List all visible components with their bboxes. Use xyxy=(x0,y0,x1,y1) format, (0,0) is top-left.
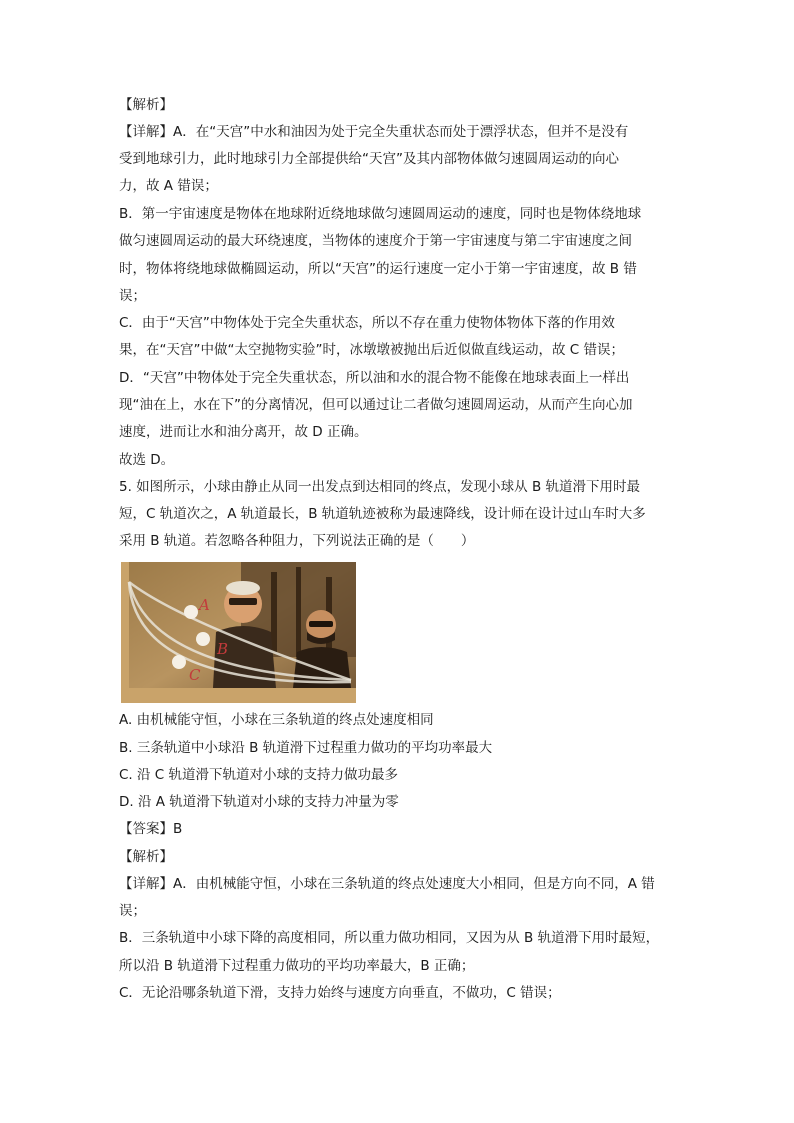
line-12: 现“油在上，水在下”的分离情况，但可以通过让二者做匀速圆周运动，从而产生向心加 xyxy=(119,397,633,413)
brachistochrone-photo xyxy=(121,562,356,703)
line-11: D．“天宫”中物体处于完全失重状态，所以油和水的混合物不能像在地球表面上一样出 xyxy=(119,370,630,386)
track-label-c: C xyxy=(189,666,201,684)
track-label-a: A xyxy=(199,596,210,614)
line-17: 采用 B 轨道。若忽略各种阻力，下列说法正确的是（ ） xyxy=(119,533,475,549)
line-15: 5. 如图所示，小球由静止从同一出发点到达相同的终点，发现小球从 B 轨道滑下用时最 xyxy=(119,479,641,495)
wooden-frame-bottom xyxy=(121,688,356,703)
line-09: C．由于“天宫”中物体处于完全失重状态，所以不存在重力使物体物体下落的作用效 xyxy=(119,315,615,331)
ball-a xyxy=(184,605,198,619)
line-25: 误； xyxy=(119,903,146,919)
line-02: 【详解】A．在“天宫”中水和油因为处于完全失重状态而处于漂浮状态，但并不是没有 xyxy=(119,124,629,140)
line-10: 果，在“天宫”中做“太空抛物实验”时，冰墩墩被抛出后近似做直线运动，故 C 错误； xyxy=(119,342,624,358)
line-13: 速度，进而让水和油分离开，故 D 正确。 xyxy=(119,424,368,440)
line-23: 【解析】 xyxy=(119,849,173,865)
line-21: D. 沿 A 轨道滑下轨道对小球的支持力冲量为零 xyxy=(119,794,399,810)
line-06: 做匀速圆周运动的最大环绕速度，当物体的速度介于第一宇宙速度与第二宇宙速度之间 xyxy=(119,233,632,249)
ball-b xyxy=(196,632,210,646)
line-18: A. 由机械能守恒，小球在三条轨道的终点处速度相同 xyxy=(119,712,434,728)
line-08: 误； xyxy=(119,288,146,304)
line-05: B．第一宇宙速度是物体在地球附近绕地球做匀速圆周运动的速度，同时也是物体绕地球 xyxy=(119,206,642,222)
line-22: 【答案】B xyxy=(119,821,183,837)
line-16: 短，C 轨道次之，A 轨道最长，B 轨道轨迹被称为最速降线，设计师在设计过山车时大多 xyxy=(119,506,646,522)
line-28: C．无论沿哪条轨道下滑，支持力始终与速度方向垂直，不做功，C 错误； xyxy=(119,985,561,1001)
line-24: 【详解】A．由机械能守恒，小球在三条轨道的终点处速度大小相同，但是方向不同，A 错 xyxy=(119,876,655,892)
wooden-frame-left xyxy=(121,562,129,703)
line-14: 故选 D。 xyxy=(119,452,175,468)
line-04: 力，故 A 错误； xyxy=(119,178,218,194)
ball-c xyxy=(172,655,186,669)
line-07: 时，物体将绕地球做椭圆运动，所以“天宫”的运行速度一定小于第一宇宙速度，故 B 错 xyxy=(119,261,637,277)
track-label-b: B xyxy=(217,640,229,658)
line-19: B. 三条轨道中小球沿 B 轨道滑下过程重力做功的平均功率最大 xyxy=(119,740,493,756)
line-20: C. 沿 C 轨道滑下轨道对小球的支持力做功最多 xyxy=(119,767,399,783)
line-26: B．三条轨道中小球下降的高度相同，所以重力做功相同，又因为从 B 轨道滑下用时最短， xyxy=(119,930,660,946)
line-01: 【解析】 xyxy=(119,97,173,113)
line-03: 受到地球引力，此时地球引力全部提供给“天宫”及其内部物体做匀速圆周运动的向心 xyxy=(119,151,619,167)
line-27: 所以沿 B 轨道滑下过程重力做功的平均功率最大，B 正确； xyxy=(119,958,475,974)
